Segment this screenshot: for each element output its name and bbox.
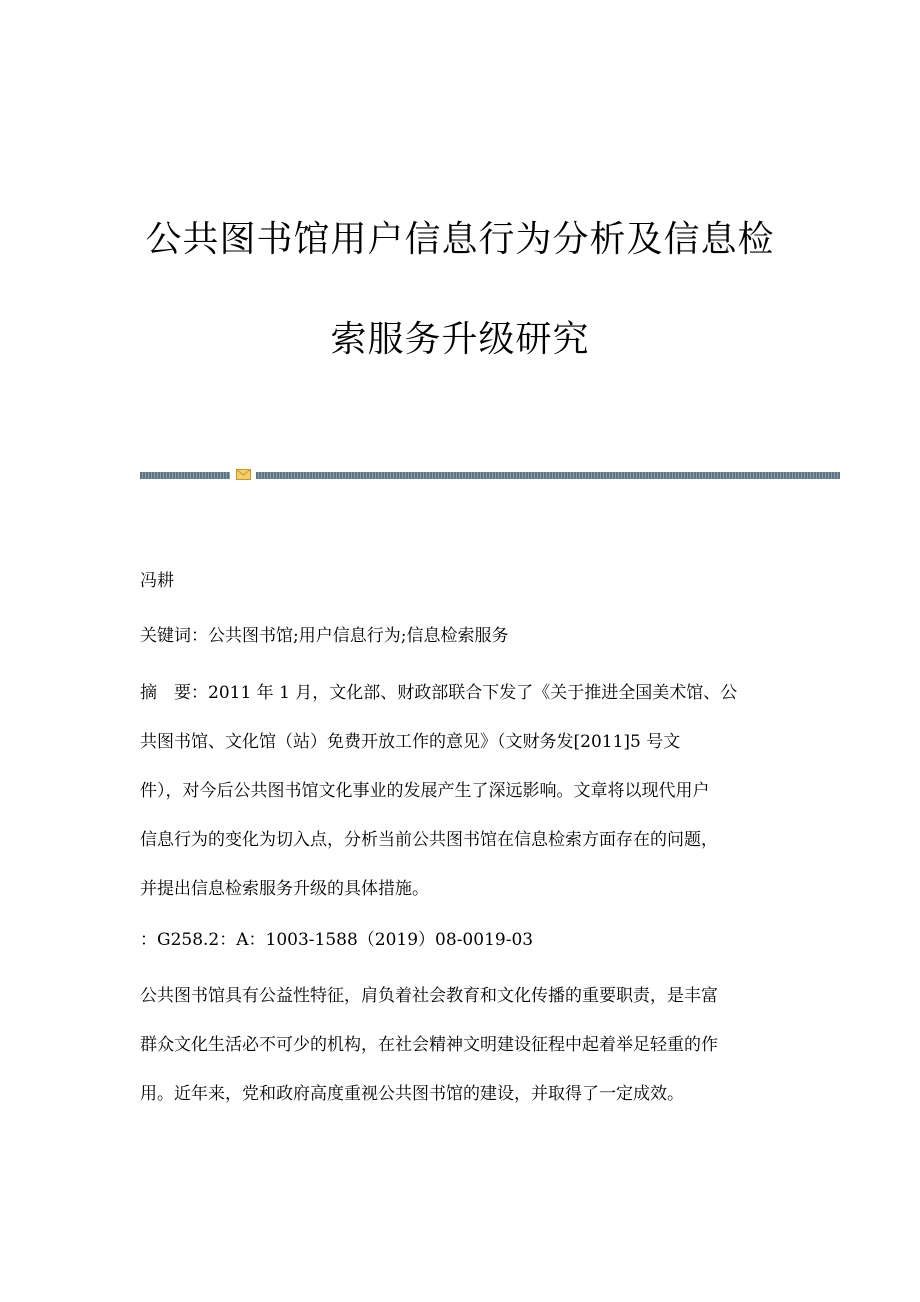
envelope-icon xyxy=(236,468,251,481)
classification-line: ：G258.2：A：1003-1588（2019）08-0019-03 xyxy=(140,930,534,950)
abstract-line: 件），对今后公共图书馆文化事业的发展产生了深远影响。文章将以现代用户 xyxy=(140,781,710,801)
abstract-line: 信息行为的变化为切入点，分析当前公共图书馆在信息检索方面存在的问题， xyxy=(140,830,718,850)
body-line: 公共图书馆具有公益性特征，肩负着社会教育和文化传播的重要职责，是丰富 xyxy=(140,986,718,1006)
abstract-line: 共图书馆、文化馆（站）免费开放工作的意见》（文财务发[2011]5 号文 xyxy=(140,732,681,752)
author-name: 冯耕 xyxy=(140,571,174,591)
abstract-line: 并提出信息检索服务升级的具体措施。 xyxy=(140,879,429,899)
body-line: 用。近年来，党和政府高度重视公共图书馆的建设，并取得了一定成效。 xyxy=(140,1084,684,1104)
title-line-2: 索服务升级研究 xyxy=(330,319,590,360)
body-paragraph xyxy=(140,986,780,1133)
title-line-1: 公共图书馆用户信息行为分析及信息检 xyxy=(145,219,775,260)
abstract-line: 摘 要：2011 年 1 月，文化部、财政部联合下发了《关于推进全国美术馆、公 xyxy=(140,683,738,703)
body-line: 群众文化生活必不可少的机构，在社会精神文明建设征程中起着举足轻重的作 xyxy=(140,1035,718,1055)
keywords-line: 关键词：公共图书馆;用户信息行为;信息检索服务 xyxy=(140,626,509,646)
title-divider xyxy=(140,468,840,484)
abstract-paragraph xyxy=(140,683,780,928)
divider-bar-left xyxy=(140,472,230,479)
divider-bar-right xyxy=(256,472,840,479)
